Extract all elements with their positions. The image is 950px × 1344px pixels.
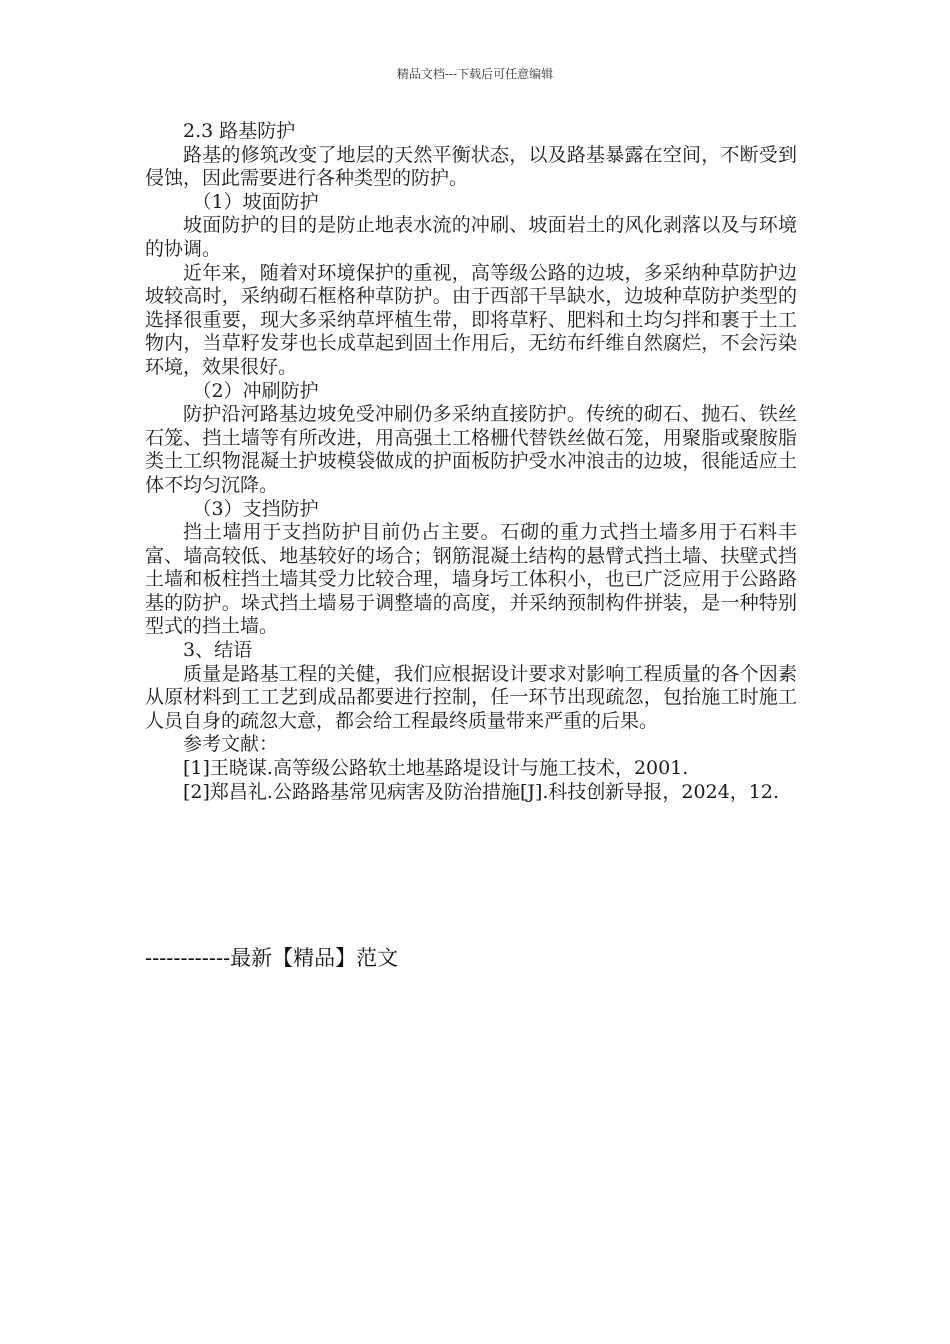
paragraph-scour-protection: 防护沿河路基边坡免受冲刷仍多采纳直接防护。传统的砌石、抛石、铁丝石笼、挡土墙等有所改进，用高强土工格栅代替铁丝做石笼，用聚脂或聚胺脂类土工织物混凝土护坡模袋做成的护面板防护受水冲浪击的边坡，很能适应土体不均匀沉降。 (145, 403, 797, 496)
subheading-retaining-protection: （3）支挡防护 (192, 497, 319, 520)
paragraph-retaining-wall: 挡土墙用于支挡防护目前仍占主要。石砌的重力式挡土墙多用于石料丰富、墙高较低、地基较好的场合；钢筋混凝土结构的悬臂式挡土墙、扶壁式挡土墙和板柱挡土墙其受力比较合理，墙身圬工体积小，也已广泛应用于公路路基的防护。垛式挡土墙易于调整墙的高度，并采纳预制构件拼装，是一种特别型式的挡土墙。 (145, 521, 797, 638)
section-heading-2-3: 2.3 路基防护 (183, 120, 296, 142)
reference-item-2: [2]郑昌礼.公路路基常见病害及防治措施[J].科技创新导报，2024，12. (183, 780, 780, 803)
page-footer: ------------最新【精品】范文 (145, 946, 399, 970)
subheading-scour-protection: （2）冲刷防护 (192, 379, 319, 402)
paragraph-grass-protection: 近年来，随着对环境保护的重视，高等级公路的边坡，多采纳种草防护边坡较高时，采纳砌石框格种草防护。由于西部干旱缺水，边坡种草防护类型的选择很重要，现大多采纳草坪植生带，即将草籽、肥料和土均匀拌和裹于土工物内，当草籽发芽也长成草起到固土作用后，无纺布纤维自然腐烂，不会污染环境，效果很好。 (145, 261, 797, 378)
document-body (145, 120, 797, 804)
reference-item-1: [1]王晓谋.高等级公路软土地基路堤设计与施工技术，2001. (183, 757, 689, 780)
subheading-slope-protection: （1）坡面防护 (192, 190, 319, 213)
section-heading-conclusion: 3、结语 (183, 639, 253, 662)
references-heading: 参考文献： (183, 733, 279, 756)
paragraph-slope-purpose: 坡面防护的目的是防止地表水流的冲刷、坡面岩土的风化剥落以及与环境的协调。 (145, 214, 797, 260)
paragraph-conclusion: 质量是路基工程的关健，我们应根据设计要求对影响工程质量的各个因素从原材料到工工艺到成品都要进行控制，任一环节出现疏忽，包抬施工时施工人员自身的疏忽大意，都会给工程最终质量带来严重的后果。 (145, 662, 797, 732)
paragraph-intro: 路基的修筑改变了地层的天然平衡状态，以及路基暴露在空间，不断受到侵蚀，因此需要进行各种类型的防护。 (145, 143, 797, 190)
page-header: 精品文档---下载后可任意编辑 (396, 67, 554, 81)
